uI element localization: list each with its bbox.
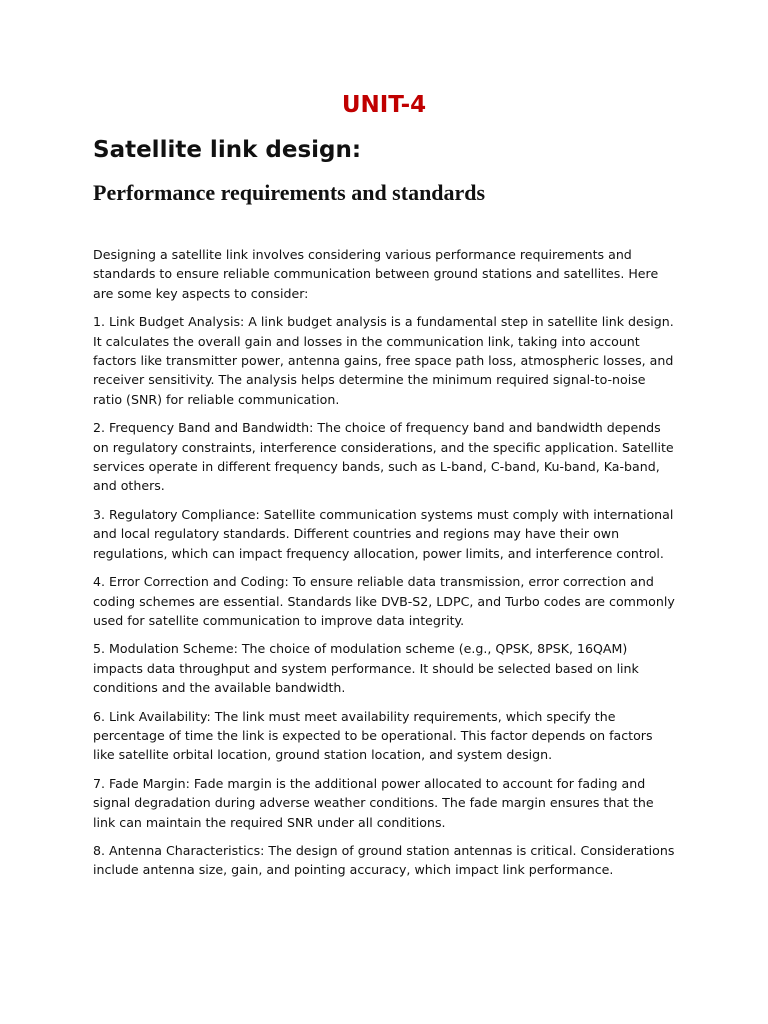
list-item-regulatory-compliance: 3. Regulatory Compliance: Satellite communication systems must comply with international and local regulatory standards. Different countries and regions may have their own regulations, which can impact frequency allocation, power limits, and interference control. bbox=[93, 506, 674, 561]
list-item-fade-margin: 7. Fade Margin: Fade margin is the additional power allocated to account for fading and signal degradation during adverse weather conditions. The fade margin ensures that the link can maintain the required SNR under all conditions. bbox=[93, 775, 654, 830]
list-item-frequency-band: 2. Frequency Band and Bandwidth: The choice of frequency band and bandwidth depends on regulatory constraints, interference considerations, and the specific application. Satellite services operate in different frequency bands, such as L-band, C-band, Ku-band, Ka-band, and others. bbox=[93, 420, 674, 494]
document-body bbox=[93, 245, 678, 889]
subsection-title: Performance requirements and standards bbox=[93, 180, 486, 205]
list-item-error-correction: 4. Error Correction and Coding: To ensure reliable data transmission, error correction and coding schemes are essential. Standards like DVB-S2, LDPC, and Turbo codes are commonly used for satellite communication to improve data integrity. bbox=[93, 574, 675, 628]
list-item-link-budget: 1. Link Budget Analysis: A link budget analysis is a fundamental step in satellite link design. It calculates the overall gain and losses in the communication link, taking into account factors like transmitter power, antenna gains, free space path loss, atmospheric losses, and receiver sensitivity. The analysis helps determine the minimum required signal-to-noise ratio (SNR) for reliable communication. bbox=[93, 314, 674, 407]
list-item-antenna-characteristics: 8. Antenna Characteristics: The design of ground station antennas is critical. Considerations include antenna size, gain, and pointing accuracy, which impact link performance. bbox=[93, 842, 675, 878]
list-item-modulation-scheme: 5. Modulation Scheme: The choice of modulation scheme (e.g., QPSK, 8PSK, 16QAM) impacts data throughput and system performance. It should be selected based on link conditions and the available bandwidth. bbox=[93, 641, 639, 696]
list-item-link-availability: 6. Link Availability: The link must meet availability requirements, which specify the percentage of time the link is expected to be operational. This factor depends on factors like satellite orbital location, ground station location, and system design. bbox=[93, 708, 653, 763]
unit-title: UNIT-4 bbox=[341, 92, 427, 118]
intro-paragraph: Designing a satellite link involves considering various performance requirements and standards to ensure reliable communication between ground stations and satellites. Here are some key aspects to consider: bbox=[93, 247, 659, 301]
section-title: Satellite link design: bbox=[93, 137, 362, 163]
